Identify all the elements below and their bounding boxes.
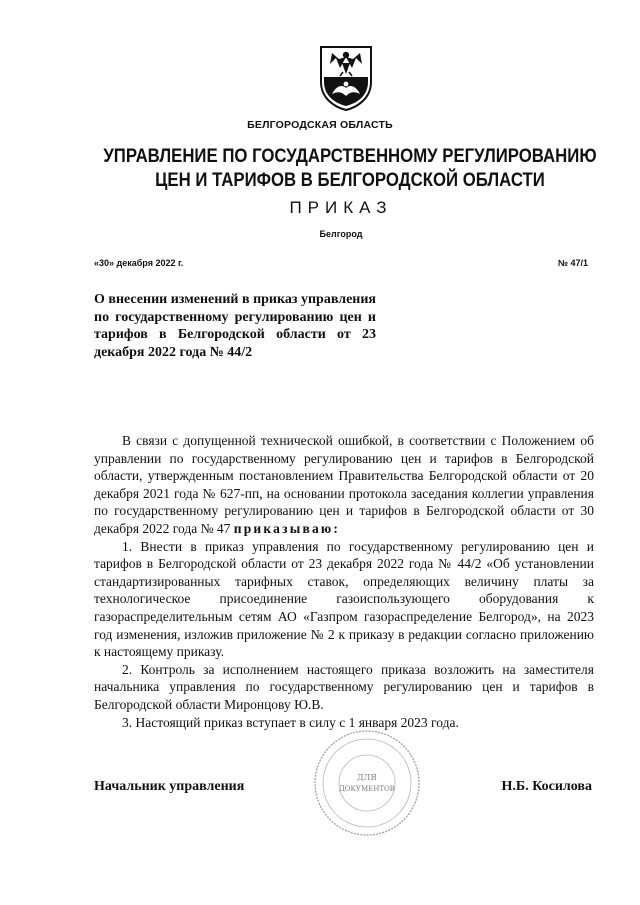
order-item-3: 3. Настоящий приказ вступает в силу с 1 января 2023 года. — [122, 714, 459, 730]
order-subject: О внесении изменений в приказ управления по государственному регулированию цен и тарифов в Белгородской области от 23 декабря 2022 года № 44/2 — [94, 292, 376, 360]
coat-of-arms-emblem — [318, 44, 374, 112]
region-name: БЕЛГОРОДСКАЯ ОБЛАСТЬ — [247, 119, 393, 131]
preamble-text: В связи с допущенной технической ошибкой, в соответствии с Положением об управлении по государственному регулированию цен и тарифов в Белгородской области, утвержденным постановлением Правительства Белгородской области от 20 декабря 2021 года № 627-пп, на основании протокола заседания коллегии управления по государственному регулированию цен и тарифов в Белгородской области от 30 декабря 2022 года № 47 — [94, 433, 594, 536]
signatory-name: Н.Б. Косилова — [501, 779, 592, 794]
agency-title-line1: УПРАВЛЕНИЕ ПО ГОСУДАРСТВЕННОМУ РЕГУЛИРОВАНИЮ — [103, 145, 597, 167]
order-item-2: 2. Контроль за исполнением настоящего приказа возложить на заместителя начальника управления по государственному регулированию цен и тарифов в Белгородской области Миронцову Ю.В. — [94, 661, 594, 712]
agency-title-line2: ЦЕН И ТАРИФОВ В БЕЛГОРОДСКОЙ ОБЛАСТИ — [155, 169, 545, 191]
order-item-1: 1. Внести в приказ управления по государственному регулированию цен и тарифов в Белгородской области от 23 декабря 2022 года № 44/2 «Об установлении стандартизированных тарифных ставок, определяющих величину платы за технологическое присоединение газоиспользующего оборудования к газораспределительным сетям АО «Газпром газораспределение Белгород», на 2023 год изменения, изложив приложение № 2 к приказу в редакции согласно приложению к настоящему приказу. — [94, 538, 594, 660]
order-number: № 47/1 — [557, 258, 588, 268]
preamble-paragraph — [94, 432, 594, 538]
document-type: ПРИКАЗ — [289, 198, 393, 217]
order-date: «30» декабря 2022 г. — [94, 258, 184, 268]
stamp-text-line2: ДОКУМЕНТОВ — [339, 785, 395, 793]
order-word: приказываю: — [233, 520, 341, 536]
order-body — [94, 432, 594, 731]
signatory-position: Начальник управления — [94, 779, 245, 794]
agency-title — [101, 144, 600, 192]
stamp-text-line1: ДЛЯ — [357, 773, 377, 782]
city-name: Белгород — [319, 229, 363, 239]
official-stamp — [312, 728, 422, 838]
